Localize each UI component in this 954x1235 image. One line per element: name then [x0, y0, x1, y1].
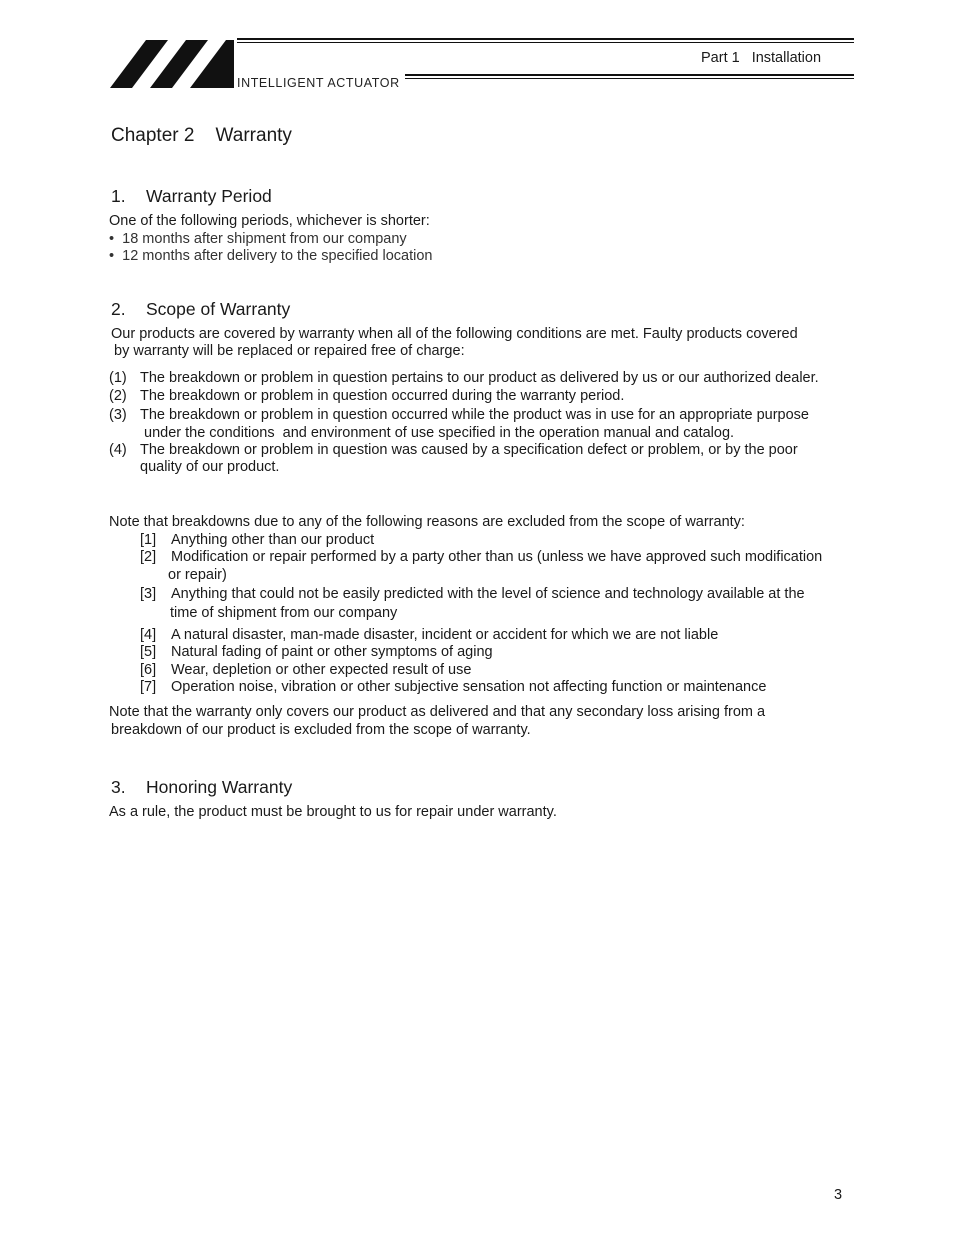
exclusion-item-cont: or repair) [168, 567, 227, 583]
running-header [701, 50, 821, 66]
exclusion-item: [4] A natural disaster, man-made disaster, incident or accident for which we are not liable [140, 627, 719, 643]
section-3-intro: As a rule, the product must be brought to us for repair under warranty. [109, 804, 557, 820]
exclusion-item: [5] Natural fading of paint or other symptoms of aging [140, 644, 493, 660]
exclusion-item: [7] Operation noise, vibration or other subjective sensation not affecting function or maintenance [140, 679, 767, 695]
header-rule-bottom-thin [405, 78, 854, 79]
section-heading-2 [111, 299, 290, 320]
section-1-intro: One of the following periods, whichever is shorter: [109, 213, 430, 229]
section-title: Scope of Warranty [146, 299, 291, 319]
section-heading-1 [111, 186, 272, 207]
condition-item: (1) The breakdown or problem in question pertains to our product as delivered by us or our authorized dealer. [109, 370, 819, 386]
header-section: Installation [751, 50, 822, 66]
condition-item-cont: under the conditions and environment of use specified in the operation manual and catalog. [144, 425, 735, 441]
logo-text: INTELLIGENT ACTUATOR [237, 76, 400, 90]
section-heading-3 [111, 777, 292, 798]
header-rule-top-thin [237, 42, 854, 43]
section-2-intro-line: Our products are covered by warranty when all of the following conditions are met. Faulty products covered [111, 326, 798, 342]
section-title: Warranty Period [146, 186, 272, 206]
section-number: 3. [111, 777, 126, 797]
exclusion-item-cont: time of shipment from our company [170, 605, 398, 621]
condition-item: (2) The breakdown or problem in question occurred during the warranty period. [109, 388, 625, 404]
exclusion-item: [3] Anything that could not be easily predicted with the level of science and technology available at the [140, 586, 805, 602]
section-number: 2. [111, 299, 126, 319]
closing-line: breakdown of our product is excluded from the scope of warranty. [111, 722, 531, 738]
list-item: • 12 months after delivery to the specified location [109, 248, 433, 264]
section-title: Honoring Warranty [146, 777, 293, 797]
page-number: 3 [834, 1187, 843, 1203]
section-2-intro-line: by warranty will be replaced or repaired free of charge: [114, 343, 465, 359]
condition-item: (3) The breakdown or problem in question occurred while the product was in use for an appropriate purpose [109, 407, 809, 423]
condition-item: (4) The breakdown or problem in question was caused by a specification defect or problem, or by the poor [109, 442, 798, 458]
header-rule-top [237, 38, 854, 40]
chapter-title: Chapter 2 Warranty [111, 125, 292, 146]
header-rule-bottom [405, 74, 854, 76]
condition-item-cont: quality of our product. [140, 459, 280, 475]
list-item: • 18 months after shipment from our company [109, 231, 407, 247]
exclusion-intro: Note that breakdowns due to any of the following reasons are excluded from the scope of warranty: [109, 514, 745, 530]
exclusion-item: [1] Anything other than our product [140, 532, 375, 548]
header-part: Part 1 [701, 50, 740, 66]
exclusion-item: [6] Wear, depletion or other expected result of use [140, 662, 472, 678]
closing-line: Note that the warranty only covers our product as delivered and that any secondary loss arising from a [109, 704, 766, 720]
section-number: 1. [111, 186, 126, 206]
exclusion-item: [2] Modification or repair performed by a party other than us (unless we have approved such modification [140, 549, 823, 565]
